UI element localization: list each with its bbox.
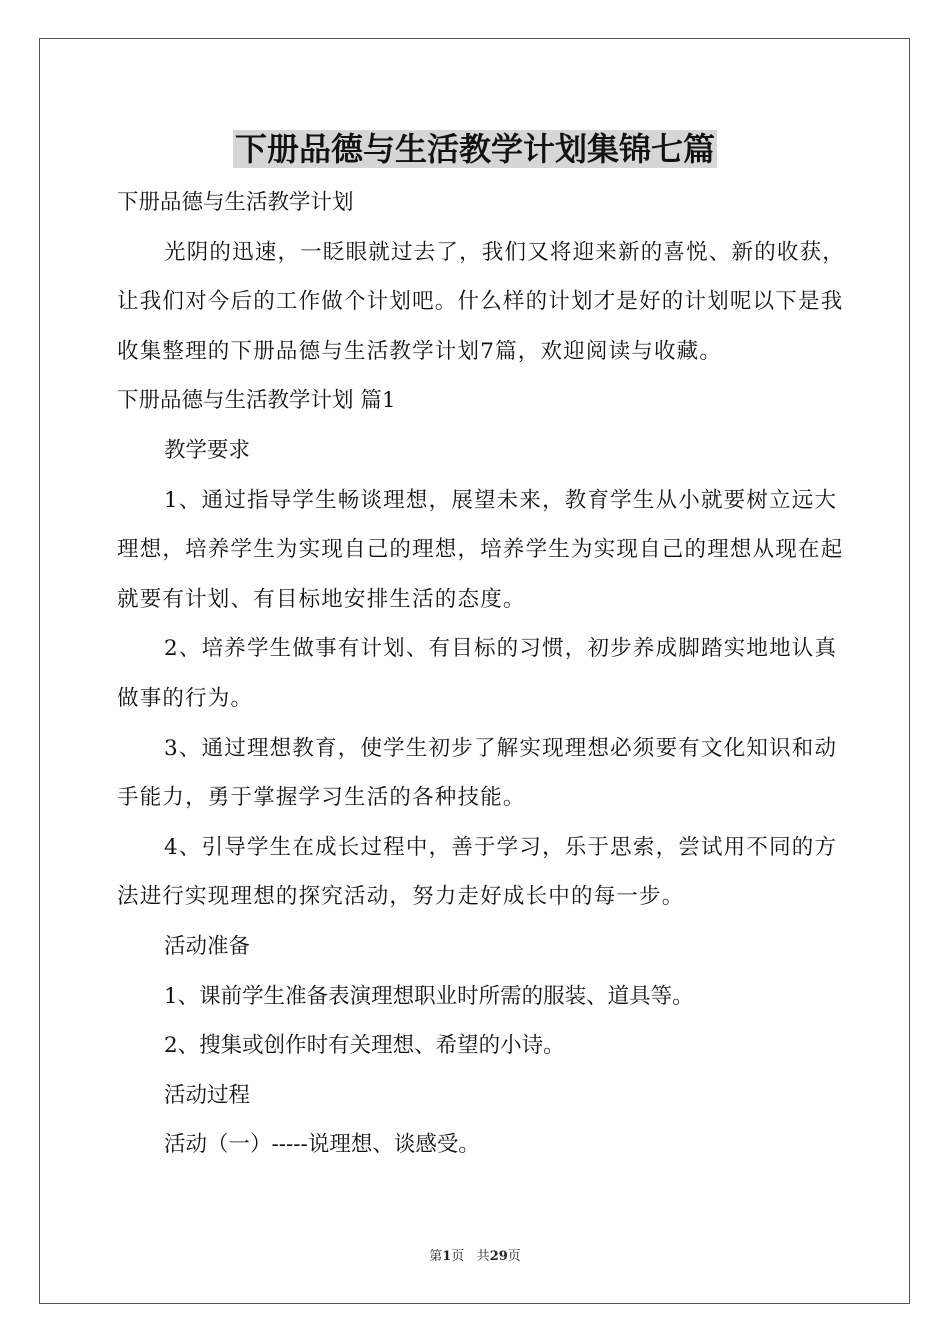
document-title <box>0 128 950 170</box>
footer-total-prefix: 共 <box>476 1249 490 1264</box>
list-paragraph: 3、通过理想教育，使学生初步了解实现理想必须要有文化知识和动手能力，勇于掌握学习生活的各种技能。 <box>117 735 838 811</box>
document-title-text: 下册品德与生活教学计划集锦七篇 <box>234 130 715 168</box>
page-footer <box>0 1248 950 1266</box>
intro-paragraph: 光阴的迅速，一眨眼就过去了，我们又将迎来新的喜悦、新的收获，让我们对今后的工作做个计划吧。什么样的计划才是好的计划呢以下是我收集整理的下册品德与生活教学计划7篇，欢迎阅读与收藏。 <box>117 239 846 364</box>
list-paragraph: 2、培养学生做事有计划、有目标的习惯，初步养成脚踏实地地认真做事的行为。 <box>117 636 838 711</box>
activity-paragraph: 活动（一）-----说理想、谈感受。 <box>164 1132 480 1158</box>
footer-prefix: 第 <box>429 1249 443 1264</box>
list-paragraph: 1、课前学生准备表演理想职业时所需的服装、道具等。 <box>164 983 694 1009</box>
list-paragraph: 2、搜集或创作时有关理想、希望的小诗。 <box>164 1033 565 1059</box>
list-paragraph: 1、通过指导学生畅谈理想，展望未来，教育学生从小就要树立远大理想，培养学生为实现自己的理想，培养学生为实现自己的理想从现在起就要有计划、有目标地安排生活的态度。 <box>117 487 844 612</box>
footer-total-suffix: 页 <box>507 1249 521 1264</box>
section-heading: 下册品德与生活教学计划 篇1 <box>117 388 396 414</box>
footer-page-suffix: 页 <box>451 1249 465 1264</box>
total-page-count: 29 <box>489 1249 508 1264</box>
list-paragraph: 4、引导学生在成长过程中，善于学习，乐于思索，尝试用不同的方法进行实现理想的探究活动，努力走好成长中的每一步。 <box>117 834 838 910</box>
document-body <box>117 178 847 1170</box>
subsection-heading: 活动过程 <box>164 1082 251 1108</box>
subsection-heading: 教学要求 <box>164 437 251 463</box>
current-page-number: 1 <box>442 1249 452 1264</box>
subsection-heading: 活动准备 <box>164 933 251 959</box>
section-heading: 下册品德与生活教学计划 <box>117 190 354 215</box>
